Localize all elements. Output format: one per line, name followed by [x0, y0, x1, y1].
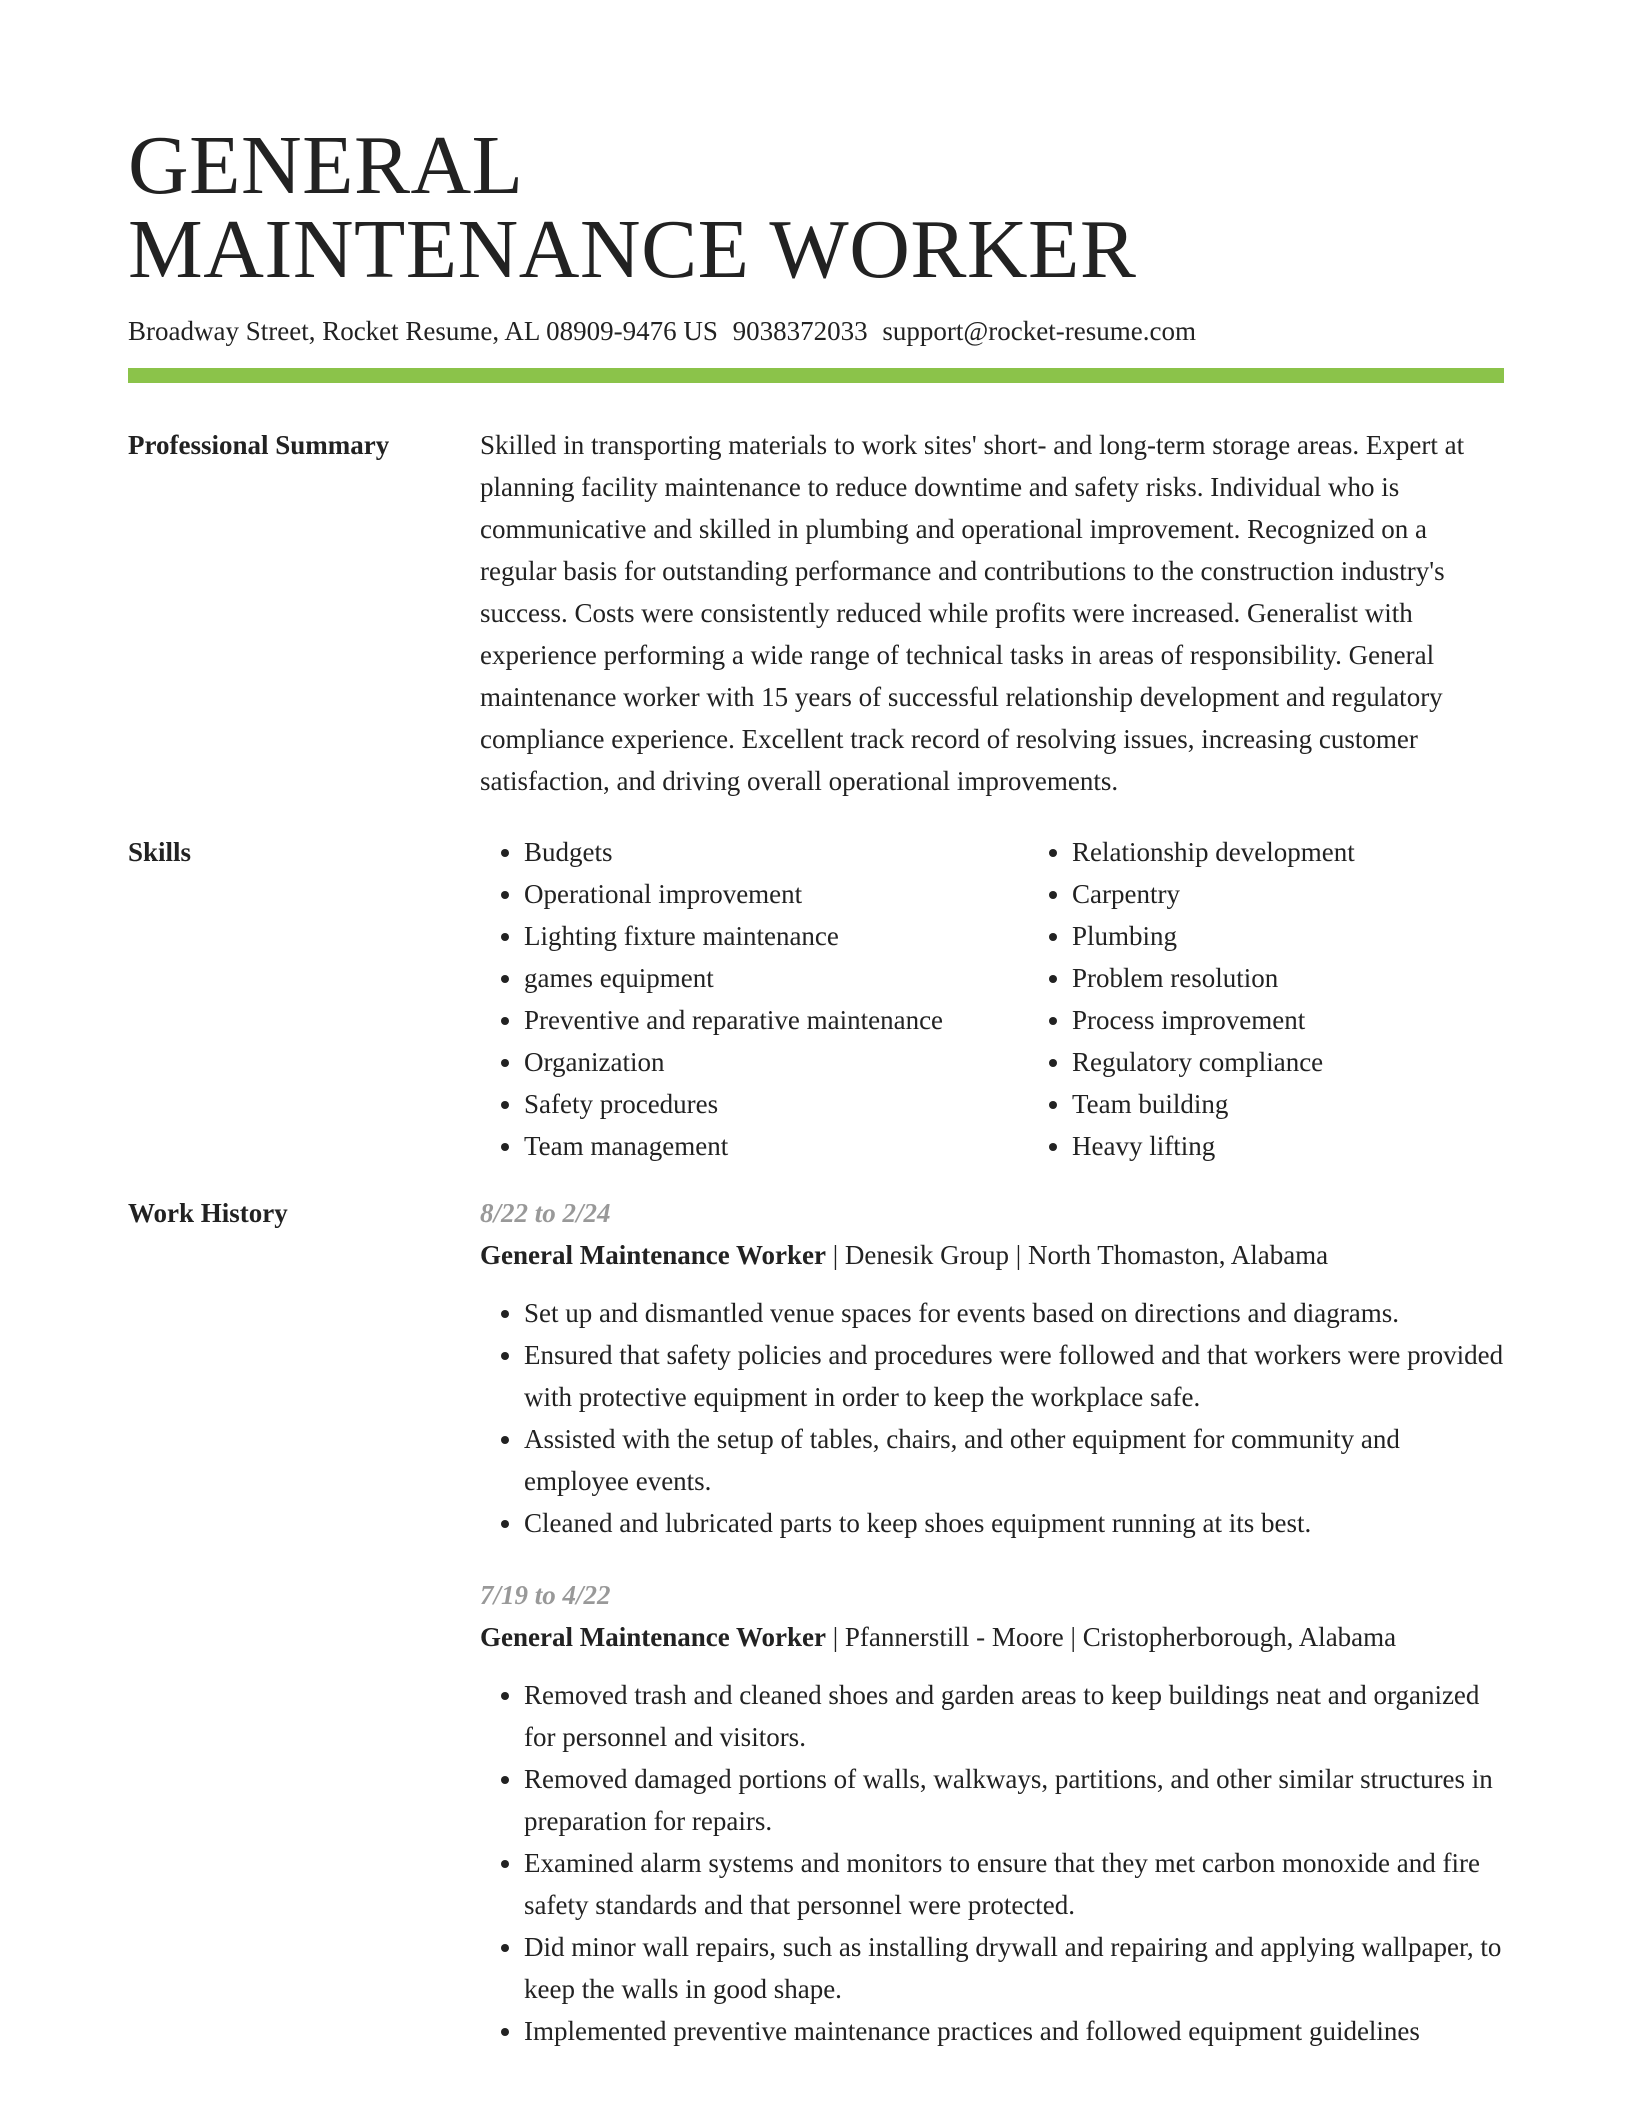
section-heading-work-history: Work History	[128, 1198, 288, 1228]
skill-item: • Process improvement	[1072, 999, 1504, 1041]
job-bullet: • Implemented preventive maintenance practices and followed equipment guidelines	[524, 2010, 1504, 2052]
skills-list-right	[1028, 831, 1504, 1167]
skills-columns	[480, 831, 1504, 1167]
skill-item: • Heavy lifting	[1072, 1125, 1504, 1167]
section-heading-summary: Professional Summary	[128, 430, 390, 460]
skills-body	[480, 837, 1504, 1167]
skill-item: • Relationship development	[1072, 831, 1504, 873]
accent-divider	[128, 368, 1504, 383]
job-bullet: • Removed trash and cleaned shoes and garden areas to keep buildings neat and organized for personnel and visitors.	[524, 1674, 1504, 1758]
contact-phone: 9038372033	[732, 316, 868, 346]
work-history-section	[128, 1198, 1504, 2052]
skill-item: • Operational improvement	[524, 873, 1028, 915]
skill-item: • games equipment	[524, 957, 1028, 999]
job-bullet: • Set up and dismantled venue spaces for events based on directions and diagrams.	[524, 1292, 1504, 1334]
job-dates: 7/19 to 4/22	[480, 1580, 611, 1610]
name-line-1: GENERAL	[128, 119, 524, 212]
contact-line	[128, 314, 1504, 348]
job-bullet: • Ensured that safety policies and procedures were followed and that workers were provided with protective equipment in order to keep the workplace safe.	[524, 1334, 1504, 1418]
job-entry	[480, 1192, 1504, 1544]
skill-item: • Plumbing	[1072, 915, 1504, 957]
job-title-line	[480, 1616, 1504, 1658]
job-bullet: • Examined alarm systems and monitors to ensure that they met carbon monoxide and fire safety standards and that personnel were protected.	[524, 1842, 1504, 1926]
contact-email: support@rocket-resume.com	[882, 316, 1196, 346]
skill-item: • Budgets	[524, 831, 1028, 873]
job-bullet: • Removed damaged portions of walls, walkways, partitions, and other similar structures in preparation for repairs.	[524, 1758, 1504, 1842]
skills-list-left	[480, 831, 1028, 1167]
skill-item: • Problem resolution	[1072, 957, 1504, 999]
job-entry	[480, 1574, 1504, 2052]
job-title-line	[480, 1234, 1504, 1276]
job-employer-location: | Denesik Group | North Thomaston, Alabama	[825, 1240, 1329, 1270]
job-title: General Maintenance Worker	[480, 1622, 826, 1652]
skill-item: • Regulatory compliance	[1072, 1041, 1504, 1083]
skills-section	[128, 837, 1504, 1167]
resume-name	[128, 0, 1504, 296]
skill-item: • Team management	[524, 1125, 1028, 1167]
skill-item: • Organization	[524, 1041, 1028, 1083]
job-bullets	[480, 1292, 1504, 1544]
job-bullet: • Did minor wall repairs, such as installing drywall and repairing and applying wallpaper, to keep the walls in good shape.	[524, 1926, 1504, 2010]
job-bullets	[480, 1674, 1504, 2052]
summary-text: Skilled in transporting materials to work sites' short- and long-term storage areas. Expert at planning facility maintenance to reduce downtime and safety risks. Individual who is communicative and skilled in plumbing and operational improvement. Recognized on a regular basis for outstanding performance and contributions to the construction industry's success. Costs were consistently reduced while profits were increased. Generalist with experience performing a wide range of technical tasks in areas of responsibility. General maintenance worker with 15 years of successful relationship development and regulatory compliance experience. Excellent track record of resolving issues, increasing customer satisfaction, and driving overall operational improvements.	[480, 430, 1465, 796]
skill-item: • Preventive and reparative maintenance	[524, 999, 1028, 1041]
resume-page	[128, 0, 1504, 2052]
job-bullet: • Cleaned and lubricated parts to keep shoes equipment running at its best.	[524, 1502, 1504, 1544]
professional-summary-section	[128, 430, 1504, 802]
skill-item: • Team building	[1072, 1083, 1504, 1125]
contact-address: Broadway Street, Rocket Resume, AL 08909-9476 US	[128, 316, 718, 346]
name-line-2: MAINTENANCE WORKER	[128, 203, 1137, 296]
job-employer-location: | Pfannerstill - Moore | Cristopherborough, Alabama	[825, 1622, 1397, 1652]
work-history-body	[480, 1198, 1504, 2052]
section-heading-skills: Skills	[128, 837, 192, 867]
job-bullet: • Assisted with the setup of tables, chairs, and other equipment for community and employee events.	[524, 1418, 1504, 1502]
job-dates: 8/22 to 2/24	[480, 1198, 611, 1228]
skill-item: • Safety procedures	[524, 1083, 1028, 1125]
skill-item: • Carpentry	[1072, 873, 1504, 915]
job-title: General Maintenance Worker	[480, 1240, 826, 1270]
skill-item: • Lighting fixture maintenance	[524, 915, 1028, 957]
summary-body	[480, 430, 1504, 802]
